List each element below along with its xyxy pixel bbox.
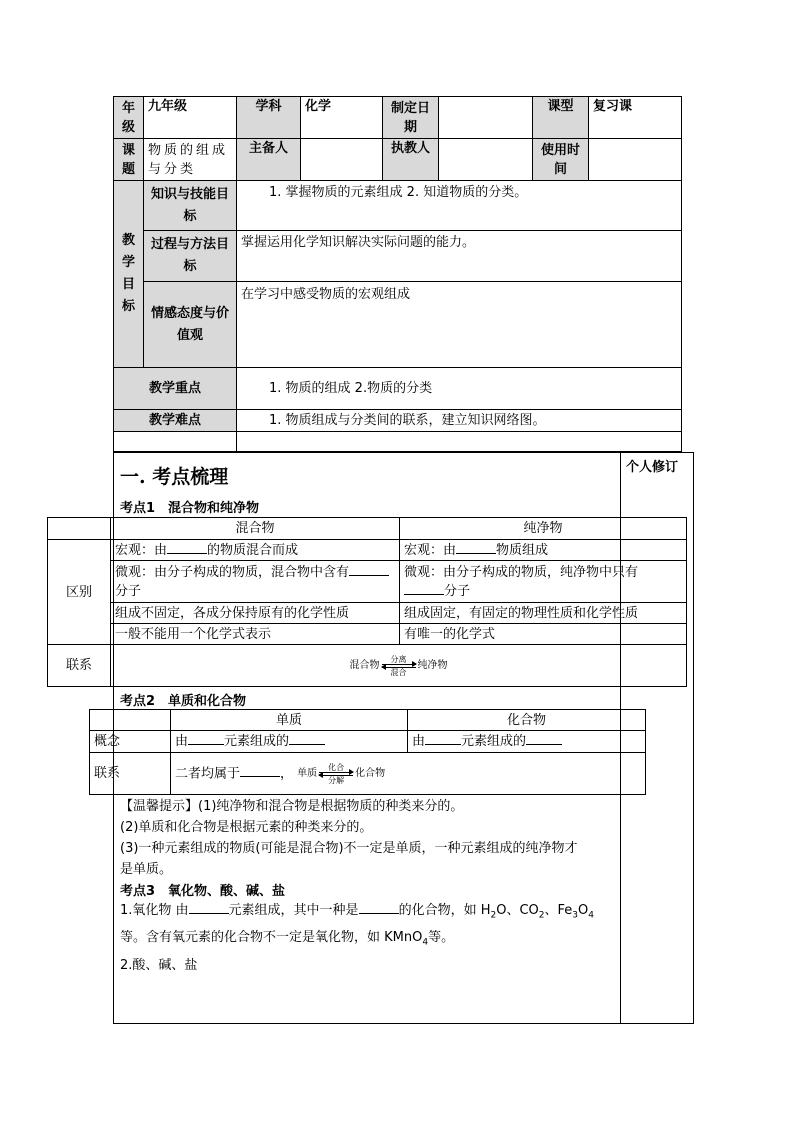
difficulty-text: 1. 物质组成与分类间的联系，建立知识网络图。	[237, 410, 682, 432]
subject-value: 化学	[301, 97, 383, 139]
acid-base-salt-line: 2.酸、碱、盐	[120, 958, 198, 974]
oxide-line-2: 等。含有氧元素的化合物不一定是氧化物，如 KMnO$_4$等。	[120, 929, 455, 948]
col-pure: 纯净物	[400, 518, 687, 540]
type-label: 课型	[533, 97, 589, 139]
oxide-block	[120, 900, 594, 976]
mixture-macro: 宏观：由 的物质混合而成	[111, 540, 400, 561]
link-label: 联系	[48, 645, 111, 687]
pure-composition: 组成固定，有固定的物理性质和化学性质	[400, 603, 687, 624]
compound-concept: 由 元素组成的	[408, 731, 646, 753]
fill-blank[interactable]	[167, 541, 207, 554]
key-point-text: 1. 物质的组成 2.物质的分类	[237, 368, 682, 410]
difficulty-label: 教学难点	[114, 410, 237, 432]
tip-line: (2)单质和化合物是根据元素的种类来分的。	[120, 820, 373, 835]
fill-blank[interactable]	[289, 732, 325, 745]
topic-label: 课题	[114, 139, 144, 181]
tip-line: (3)一种元素组成的物质(可能是混合物)不一定是单质，一种元素组成的纯净物才	[120, 841, 578, 856]
grade-value: 九年级	[144, 97, 237, 139]
right-arrow-icon	[382, 664, 416, 665]
lesson-header-table	[113, 96, 682, 181]
tip-line: 是单质。	[120, 862, 173, 877]
pure-formula: 有唯一的化学式	[400, 624, 687, 645]
right-arrow-icon	[319, 772, 353, 773]
revision-label: 个人修订	[626, 460, 679, 475]
goal-label-process: 过程与方法目标	[144, 231, 237, 282]
conversion-arrow: 单质 化合 分解 化合物	[297, 762, 386, 785]
concept-label: 概念	[90, 731, 171, 753]
col-compound: 化合物	[408, 710, 646, 731]
use-label: 使用时间	[533, 139, 589, 181]
goal-text-process: 掌握运用化学知识解决实际问题的能力。	[237, 231, 682, 282]
element-compound-link: 二者均属于 ， 单质 化合 分解 化合物	[171, 753, 646, 795]
teaching-goals-table	[113, 180, 682, 452]
diff-label: 区别	[48, 540, 111, 645]
tip-line: 【温馨提示】(1)纯净物和混合物是根据物质的种类来分的。	[120, 799, 464, 814]
prep-value	[301, 139, 383, 181]
mixture-formula: 一般不能用一个化学式表示	[111, 624, 400, 645]
conversion-arrow: 混合物 分离 混合 纯净物	[349, 654, 448, 677]
left-arrow-icon	[382, 667, 416, 668]
element-concept: 由 元素组成的	[171, 731, 408, 753]
teacher-label: 执教人	[383, 139, 439, 181]
key-point-label: 教学重点	[114, 368, 237, 410]
fill-blank[interactable]	[349, 563, 389, 576]
oxide-line-1: 1.氧化物 由 元素组成，其中一种是 的化合物，如 $H_2O$、$CO_2$、$Fe_3O_4$	[120, 903, 594, 921]
fill-blank[interactable]	[456, 541, 496, 554]
empty-cell	[90, 710, 171, 731]
empty-cell	[48, 518, 111, 540]
empty-cell	[237, 432, 682, 452]
col-mixture: 混合物	[111, 518, 400, 540]
prep-label: 主备人	[237, 139, 301, 181]
date-value	[439, 97, 533, 139]
mixture-micro: 微观：由分子构成的物质，混合物中含有 分子	[111, 561, 400, 603]
grade-label: 年级	[114, 97, 144, 139]
left-arrow-icon	[319, 775, 353, 776]
type-value: 复习课	[589, 97, 682, 139]
point1-title: 考点1 混合物和纯净物	[120, 501, 260, 516]
fill-blank[interactable]	[188, 732, 224, 745]
fill-blank[interactable]	[404, 582, 444, 595]
goal-label-knowledge: 知识与技能目标	[144, 181, 237, 231]
fill-blank[interactable]	[189, 901, 229, 914]
goals-section-label: 教学目标	[114, 181, 144, 368]
date-label: 制定日期	[383, 97, 439, 139]
mixture-pure-link	[111, 645, 687, 687]
mixture-composition: 组成不固定，各成分保持原有的化学性质	[111, 603, 400, 624]
topic-value: 物质的组成与分类	[144, 139, 237, 181]
use-value	[589, 139, 682, 181]
element-compound-table	[89, 709, 646, 795]
point2-title: 考点2 单质和化合物	[120, 694, 247, 709]
mixture-pure-table	[47, 517, 687, 687]
empty-cell	[114, 432, 237, 452]
goal-text-attitude: 在学习中感受物质的宏观组成	[237, 282, 682, 368]
pure-macro: 宏观：由 物质组成	[400, 540, 687, 561]
goal-text-knowledge: 1. 掌握物质的元素组成 2. 知道物质的分类。	[237, 181, 682, 231]
link-label: 联系	[90, 753, 171, 795]
fill-blank[interactable]	[425, 732, 461, 745]
section-title: 一. 考点梳理	[120, 466, 229, 488]
fill-blank[interactable]	[240, 764, 280, 777]
point3-title: 考点3 氧化物、酸、碱、盐	[120, 884, 286, 899]
fill-blank[interactable]	[526, 732, 562, 745]
teacher-value	[439, 139, 533, 181]
pure-micro: 微观：由分子构成的物质，纯净物中只有 分子	[400, 561, 687, 603]
tips-block	[120, 796, 578, 880]
fill-blank[interactable]	[359, 901, 399, 914]
goal-label-attitude: 情感态度与价值观	[144, 282, 237, 368]
subject-label: 学科	[237, 97, 301, 139]
col-element: 单质	[171, 710, 408, 731]
